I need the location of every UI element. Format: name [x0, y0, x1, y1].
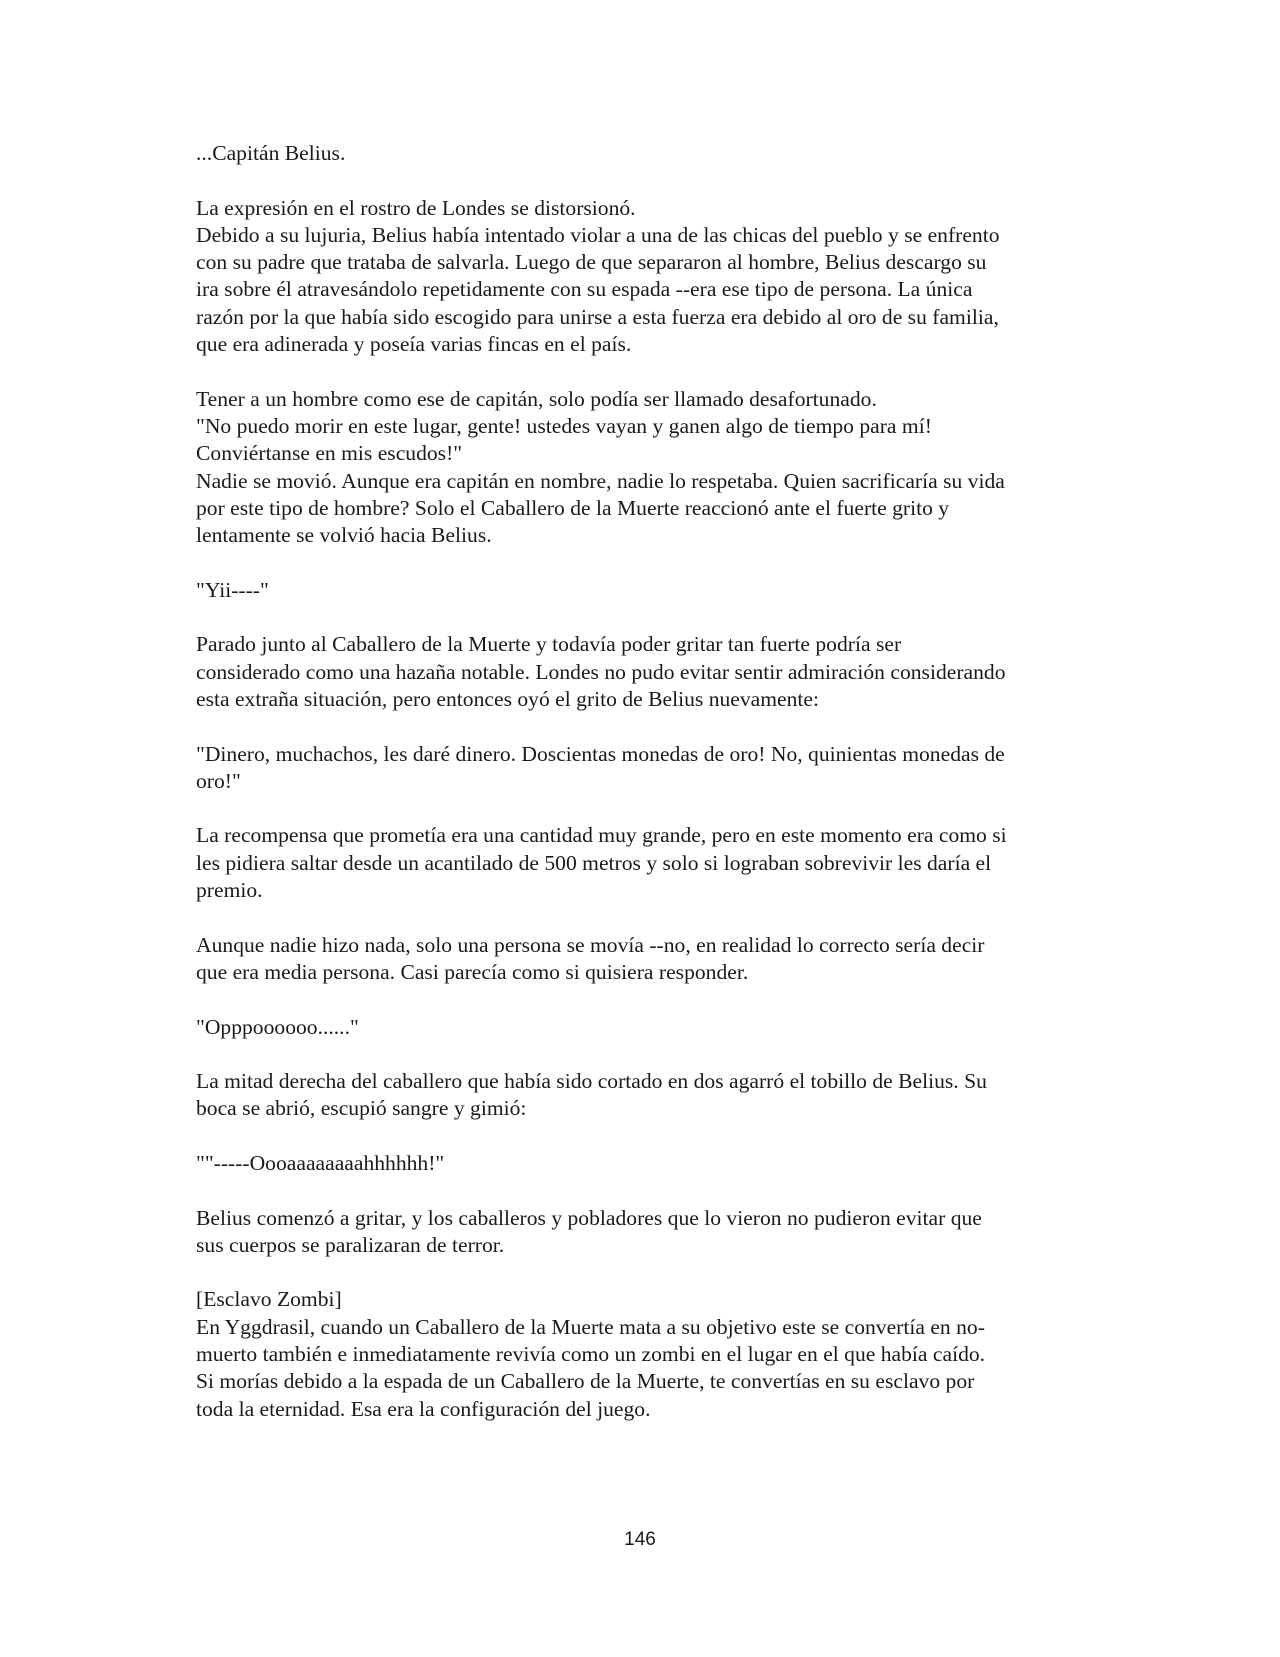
text-line: lentamente se volvió hacia Belius.	[196, 523, 492, 548]
text-line: "No puedo morir en este lugar, gente! ustedes vayan y ganen algo de tiempo para mí!	[196, 413, 932, 438]
text-line: ""-----Oooaaaaaaaahhhhhh!"	[196, 1150, 445, 1175]
text-line: Tener a un hombre como ese de capitán, solo podía ser llamado desafortunado.	[196, 386, 877, 411]
text-line: por este tipo de hombre? Solo el Caballero de la Muerte reaccionó ante el fuerte grito y	[196, 495, 950, 520]
text-line: La mitad derecha del caballero que había sido cortado en dos agarró el tobillo de Belius. Su	[196, 1069, 987, 1094]
text-line: ...Capitán Belius.	[196, 141, 346, 165]
text-line: razón por la que había sido escogido para unirse a esta fuerza era debido al oro de su familia,	[196, 304, 999, 329]
text-line: La recompensa que prometía era una cantidad muy grande, pero en este momento era como si	[196, 823, 1007, 848]
text-line: boca se abrió, escupió sangre y gimió:	[196, 1096, 527, 1121]
paragraph-gap	[196, 167, 1096, 194]
paragraph-gap	[196, 904, 1096, 931]
text-line: Nadie se movió. Aunque era capitán en nombre, nadie lo respetaba. Quien sacrificaría su vida	[196, 468, 1005, 493]
text-line: muerto también e inmediatamente revivía como un zombi en el lugar en el que había caído.	[196, 1342, 986, 1367]
paragraph-gap	[196, 1123, 1096, 1150]
text-line: [Esclavo Zombi]	[196, 1287, 342, 1312]
paragraph-gap	[196, 604, 1096, 631]
text-line: premio.	[196, 878, 263, 903]
paragraph-gap	[196, 358, 1096, 385]
text-line: Debido a su lujuria, Belius había intentado violar a una de las chicas del pueblo y se enfrento	[196, 222, 1000, 247]
text-line: Belius comenzó a gritar, y los caballeros y pobladores que lo vieron no pudieron evitar que	[196, 1205, 982, 1230]
text-line: que era adinerada y poseía varias fincas en el país.	[196, 332, 632, 357]
text-line: oro!"	[196, 768, 241, 793]
paragraph-gap	[196, 713, 1096, 740]
paragraph-gap	[196, 986, 1096, 1013]
text-line: Aunque nadie hizo nada, solo una persona se movía --no, en realidad lo correcto sería decir	[196, 932, 985, 957]
text-line: considerado como una hazaña notable. Londes no pudo evitar sentir admiración considerando	[196, 659, 1006, 684]
paragraph-gap	[196, 1177, 1096, 1204]
text-line: esta extraña situación, pero entonces oyó el grito de Belius nuevamente:	[196, 686, 820, 711]
paragraph-gap	[196, 1041, 1096, 1068]
paragraph-gap	[196, 795, 1096, 822]
paragraph-gap	[196, 1259, 1096, 1286]
text-line: ira sobre él atravesándolo repetidamente con su espada --era ese tipo de persona. La única	[196, 277, 973, 302]
text-line: "Yii----"	[196, 577, 269, 602]
text-line: sus cuerpos se paralizaran de terror.	[196, 1232, 505, 1257]
body-text	[196, 140, 1096, 1423]
text-line: con su padre que trataba de salvarla. Luego de que separaron al hombre, Belius descargo su	[196, 250, 987, 275]
text-line: Conviértanse en mis escudos!"	[196, 441, 463, 466]
text-line: Parado junto al Caballero de la Muerte y todavía poder gritar tan fuerte podría ser	[196, 632, 902, 657]
text-line: Si morías debido a la espada de un Caballero de la Muerte, te convertías en su esclavo por	[196, 1369, 975, 1394]
text-line: La expresión en el rostro de Londes se distorsionó.	[196, 195, 636, 220]
text-line: En Yggdrasil, cuando un Caballero de la Muerte mata a su objetivo este se convertía en no-	[196, 1314, 985, 1339]
text-line: "Dinero, muchachos, les daré dinero. Doscientas monedas de oro! No, quinientas monedas de	[196, 741, 1005, 766]
text-line: "Opppoooooo......"	[196, 1014, 359, 1039]
paragraph-gap	[196, 549, 1096, 576]
text-line: toda la eternidad. Esa era la configuración del juego.	[196, 1396, 651, 1421]
text-line: que era media persona. Casi parecía como si quisiera responder.	[196, 959, 749, 984]
text-line: les pidiera saltar desde un acantilado de 500 metros y solo si lograban sobrevivir les daría el	[196, 850, 992, 875]
page-number: 146	[624, 1529, 656, 1550]
